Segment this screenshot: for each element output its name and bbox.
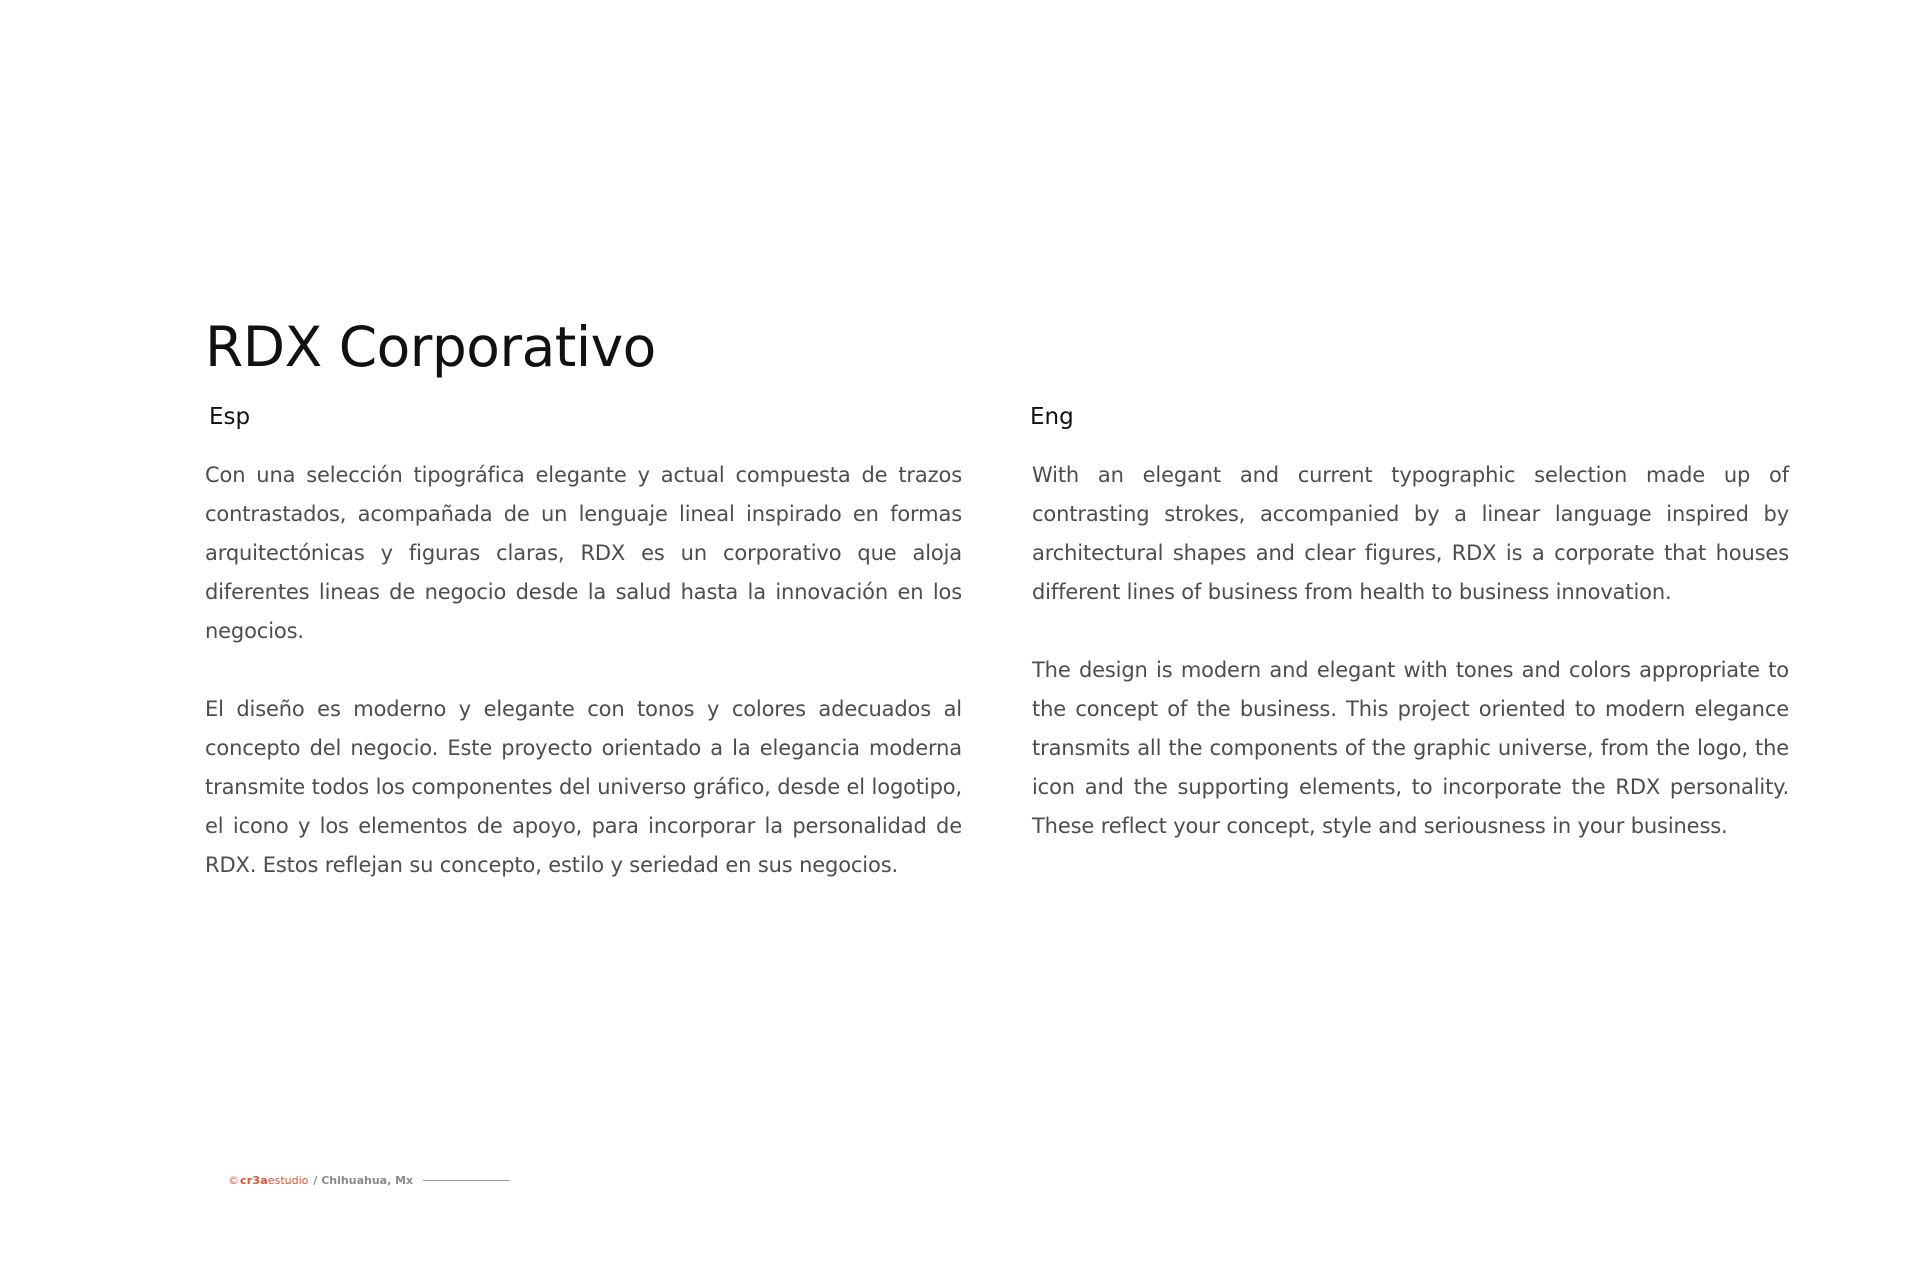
spanish-paragraph-1: Con una selección tipográfica elegante y actual compuesta de trazos contrastados, acompañada de un lenguaje lineal inspirado en formas arquitectónicas y figuras claras, RDX es un corporativo que aloja diferentes lineas de negocio desde la salud hasta la innovación en los negocios.: [205, 463, 962, 643]
spanish-text: [205, 456, 962, 885]
page-title: RDX Corporativo: [205, 315, 656, 379]
footer-divider: [423, 1180, 510, 1181]
brand-name: cr3a: [240, 1173, 268, 1187]
english-paragraph-1: With an elegant and current typographic selection made up of contrasting strokes, accompanied by a linear language inspired by architectural shapes and clear figures, RDX is a corporate that houses different lines of business from health to business innovation.: [1032, 463, 1789, 604]
copyright-icon: ©: [228, 1173, 239, 1187]
english-text: [1032, 456, 1789, 846]
english-column: [1032, 400, 1789, 885]
footer-location: / Chihuahua, Mx: [313, 1173, 414, 1187]
english-paragraph-2: The design is modern and elegant with tones and colors appropriate to the concept of the business. This project oriented to modern elegance transmits all the components of the graphic universe, from the logo, the icon and the supporting elements, to incorporate the RDX personality. These reflect your concept, style and seriousness in your business.: [1032, 658, 1789, 838]
spanish-label: Esp: [209, 404, 251, 430]
spanish-paragraph-2: El diseño es moderno y elegante con tonos y colores adecuados al concepto del negocio. Este proyecto orientado a la elegancia moderna transmite todos los componentes del universo gráfico, desde el logotipo, el icono y los elementos de apoyo, para incorporar la personalidad de RDX. Estos reflejan su concepto, estilo y seriedad en sus negocios.: [205, 697, 962, 877]
brand-suffix: estudio: [267, 1173, 309, 1187]
english-label: Eng: [1030, 404, 1074, 430]
footer: [228, 1170, 510, 1190]
spanish-column: [205, 400, 962, 924]
